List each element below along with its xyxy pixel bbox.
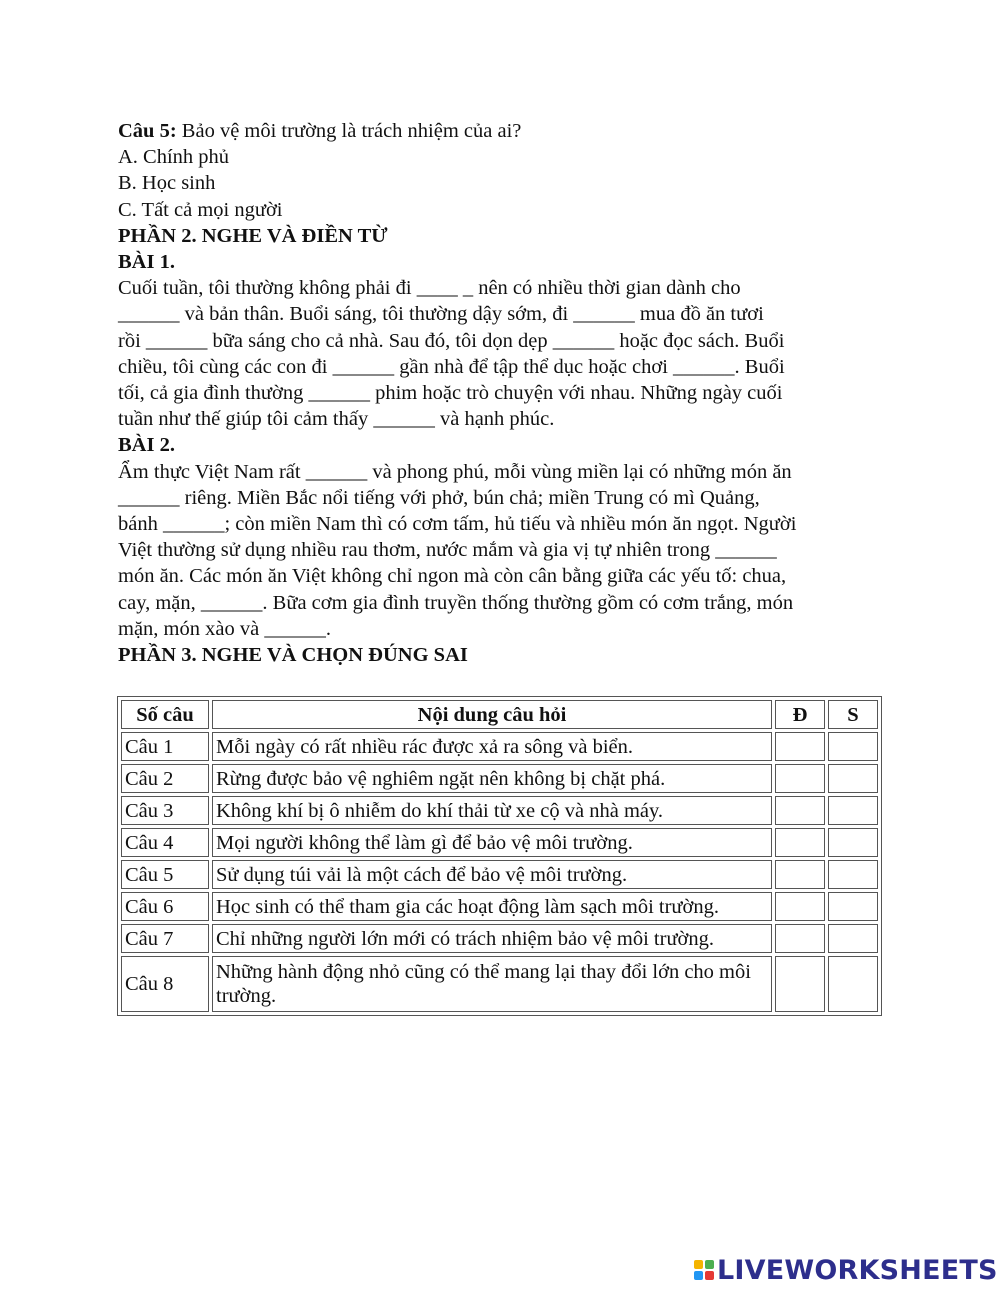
option-c[interactable]: C. Tất cả mọi người (118, 198, 283, 221)
row-question: Chỉ những người lớn mới có trách nhiệm bảo vệ môi trường. (212, 924, 772, 953)
option-a[interactable]: A. Chính phủ (118, 146, 230, 169)
row-number: Câu 1 (121, 732, 209, 761)
table-row (121, 828, 878, 857)
bai2-line: bánh ______; còn miền Nam thì có cơm tấm, hủ tiếu và nhiều món ăn ngọt. Người (118, 513, 797, 536)
logo-grid-icon (694, 1260, 714, 1280)
true-answer-cell[interactable] (775, 764, 825, 793)
logo-square-green (705, 1260, 714, 1269)
logo-text: LIVEWORKSHEETS (717, 1254, 998, 1286)
bai2-paragraph (118, 459, 888, 642)
option-b[interactable]: B. Học sinh (118, 172, 216, 195)
false-answer-cell[interactable] (828, 924, 878, 953)
false-answer-cell[interactable] (828, 860, 878, 889)
header-true: Đ (775, 700, 825, 729)
false-answer-cell[interactable] (828, 796, 878, 825)
part3-heading: PHẦN 3. NGHE VÀ CHỌN ĐÚNG SAI (118, 644, 468, 667)
row-number: Câu 5 (121, 860, 209, 889)
header-number: Số câu (121, 700, 209, 729)
row-number: Câu 7 (121, 924, 209, 953)
row-number: Câu 4 (121, 828, 209, 857)
false-answer-cell[interactable] (828, 764, 878, 793)
logo-square-red (705, 1271, 714, 1280)
bai2-line: Ẩm thực Việt Nam rất ______ và phong phú, mỗi vùng miền lại có những món ăn (118, 460, 792, 483)
table-row (121, 956, 878, 1012)
bai1-line: rồi ______ bữa sáng cho cả nhà. Sau đó, tôi dọn dẹp ______ hoặc đọc sách. Buổi (118, 329, 785, 352)
bai2-line: món ăn. Các món ăn Việt không chỉ ngon mà còn cân bằng giữa các yếu tố: chua, (118, 565, 787, 588)
row-question: Rừng được bảo vệ nghiêm ngặt nên không bị chặt phá. (212, 764, 772, 793)
false-answer-cell[interactable] (828, 732, 878, 761)
logo-square-blue (694, 1271, 703, 1280)
row-question: Không khí bị ô nhiễm do khí thải từ xe cộ và nhà máy. (212, 796, 772, 825)
true-answer-cell[interactable] (775, 892, 825, 921)
false-answer-cell[interactable] (828, 828, 878, 857)
part2-heading: PHẦN 2. NGHE VÀ ĐIỀN TỪ (118, 224, 388, 247)
true-answer-cell[interactable] (775, 956, 825, 1012)
header-content: Nội dung câu hỏi (212, 700, 772, 729)
bai1-paragraph (118, 275, 888, 432)
bai1-line: tuần như thế giúp tôi cảm thấy ______ và hạnh phúc. (118, 408, 555, 431)
true-answer-cell[interactable] (775, 860, 825, 889)
header-false: S (828, 700, 878, 729)
question-5-text: Bảo vệ môi trường là trách nhiệm của ai? (176, 120, 522, 142)
row-number: Câu 2 (121, 764, 209, 793)
false-answer-cell[interactable] (828, 956, 878, 1012)
row-number: Câu 8 (121, 956, 209, 1012)
bai2-line: mặn, món xào và ______. (118, 617, 331, 640)
bai1-line: tối, cả gia đình thường ______ phim hoặc trò chuyện với nhau. Những ngày cuối (118, 382, 783, 405)
row-question: Những hành động nhỏ cũng có thể mang lại thay đổi lớn cho môi trường. (212, 956, 772, 1012)
logo-square-yellow (694, 1260, 703, 1269)
true-false-table (117, 696, 882, 1016)
bai2-line: cay, mặn, ______. Bữa cơm gia đình truyền thống thường gồm có cơm trắng, món (118, 591, 794, 614)
row-question: Mọi người không thể làm gì để bảo vệ môi trường. (212, 828, 772, 857)
table-row (121, 892, 878, 921)
table-row (121, 764, 878, 793)
row-question: Học sinh có thể tham gia các hoạt động làm sạch môi trường. (212, 892, 772, 921)
bai1-heading: BÀI 1. (118, 251, 175, 274)
table-row (121, 732, 878, 761)
table-header-row (121, 700, 878, 729)
row-number: Câu 3 (121, 796, 209, 825)
table-row (121, 860, 878, 889)
question-5 (118, 118, 888, 144)
true-answer-cell[interactable] (775, 828, 825, 857)
bai2-heading: BÀI 2. (118, 434, 175, 457)
liveworksheets-logo (694, 1255, 998, 1285)
row-number: Câu 6 (121, 892, 209, 921)
table-row (121, 796, 878, 825)
table-row (121, 924, 878, 953)
true-answer-cell[interactable] (775, 732, 825, 761)
true-answer-cell[interactable] (775, 924, 825, 953)
bai1-line: ______ và bản thân. Buổi sáng, tôi thường dậy sớm, đi ______ mua đồ ăn tươi (118, 303, 764, 326)
worksheet-page (118, 118, 888, 668)
bai1-line: Cuối tuần, tôi thường không phải đi ____ _ nên có nhiều thời gian dành cho (118, 277, 741, 300)
bai2-line: ______ riêng. Miền Bắc nổi tiếng với phở, bún chả; miền Trung có mì Quảng, (118, 486, 760, 509)
false-answer-cell[interactable] (828, 892, 878, 921)
bai1-line: chiều, tôi cùng các con đi ______ gần nhà để tập thể dục hoặc chơi ______. Buổi (118, 355, 785, 378)
bai2-line: Việt thường sử dụng nhiều rau thơm, nước mắm và gia vị tự nhiên trong ______ (118, 539, 777, 562)
row-question: Sử dụng túi vải là một cách để bảo vệ môi trường. (212, 860, 772, 889)
true-answer-cell[interactable] (775, 796, 825, 825)
question-5-label: Câu 5: (118, 120, 177, 142)
row-question: Mỗi ngày có rất nhiều rác được xả ra sông và biển. (212, 732, 772, 761)
